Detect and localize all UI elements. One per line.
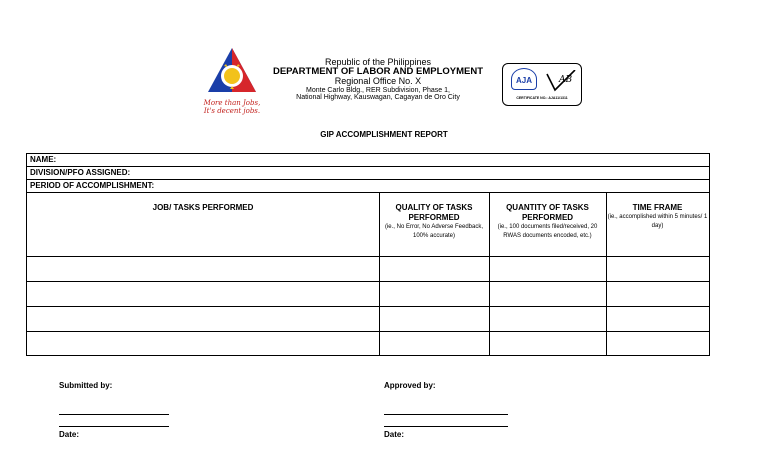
approved-date-line[interactable] — [384, 426, 508, 427]
approved-date-label: Date: — [384, 430, 405, 439]
table-row[interactable] — [27, 281, 709, 282]
ab-mark: AB — [545, 70, 577, 97]
col-header-quantity: QUANTITY OF TASKS PERFORMED (ie., 100 documents filed/received, 20 RWAS documents encoded, etc.) — [497, 203, 598, 239]
col-header-job-tasks: JOB/ TASKS PERFORMED — [152, 203, 254, 212]
submitted-date-label: Date: — [59, 430, 80, 439]
certification-logo — [502, 63, 582, 106]
submitted-by-label: Submitted by: — [59, 381, 113, 390]
certificate-caption: CERTIFICATE NO.: AJA11/1311 — [516, 96, 568, 100]
col-header-quality: QUALITY OF TASKS PERFORMED (ie., No Error, No Adverse Feedback, 100% accurate) — [384, 203, 484, 239]
header-department: DEPARTMENT OF LABOR AND EMPLOYMENT — [272, 66, 484, 78]
division-field[interactable]: DIVISION/PFO ASSIGNED: — [27, 167, 709, 180]
header-regional-office: Regional Office No. X — [334, 76, 422, 87]
table-row[interactable] — [27, 256, 709, 257]
approved-by-label: Approved by: — [384, 381, 436, 390]
accomplishment-table — [26, 153, 710, 356]
header-address-line1: Monte Carlo Bldg., RER Subdivision, Phase 1, — [306, 86, 450, 94]
col-header-time-frame: TIME FRAME (ie., accomplished within 5 minutes/ 1 day) — [607, 203, 708, 229]
logo-slogan: More than Jobs, It's decent jobs. — [203, 99, 261, 115]
header-address-line2: National Highway, Kauswagan, Cagayan de Oro City — [296, 94, 460, 102]
agency-header — [268, 58, 488, 102]
table-row[interactable] — [27, 331, 709, 332]
dole-logo — [200, 46, 264, 116]
submitted-date-line[interactable] — [59, 426, 169, 427]
aja-mark: AJA — [511, 68, 537, 90]
period-field[interactable]: PERIOD OF ACCOMPLISHMENT: — [27, 180, 709, 193]
submitted-signature-line[interactable] — [59, 414, 169, 415]
table-row[interactable] — [27, 306, 709, 307]
name-field[interactable]: NAME: — [27, 154, 709, 167]
header-republic: Republic of the Philippines — [324, 57, 432, 67]
report-title: GIP ACCOMPLISHMENT REPORT — [320, 130, 448, 139]
approved-signature-line[interactable] — [384, 414, 508, 415]
